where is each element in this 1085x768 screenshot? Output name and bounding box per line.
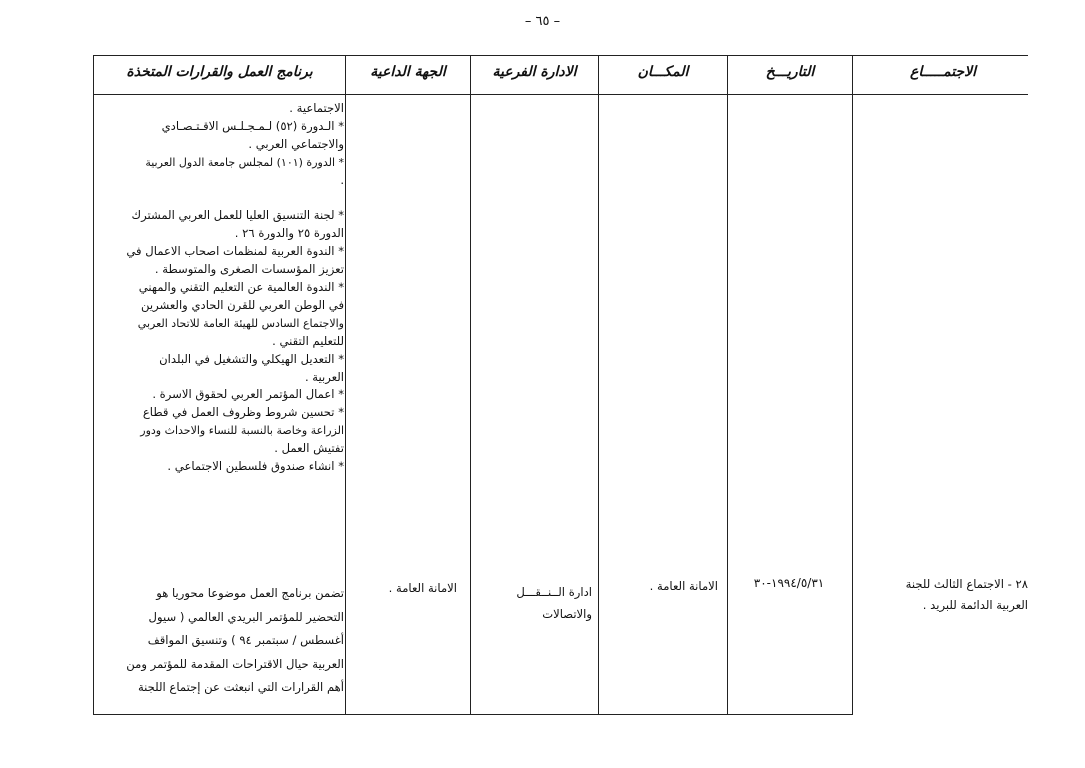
- program-item: الدورة ٢٥ والدورة ٢٦ .: [234, 226, 344, 241]
- inviting-party-cell: الامانة العامة .: [388, 581, 457, 595]
- program-item: * انشاء صندوق فلسطين الاجتماعي .: [167, 459, 344, 474]
- program-paragraph-line: التحضير للمؤتمر البريدي العالمي ( سيول: [148, 609, 344, 624]
- header-meeting: الاجتمـــــاع: [910, 64, 976, 80]
- program-paragraph: [97, 582, 344, 700]
- header-date: التاريـــخ: [765, 64, 815, 80]
- header-department: الادارة الفرعية: [492, 64, 577, 80]
- table-top-border: [93, 55, 1028, 56]
- program-item: [97, 190, 344, 208]
- program-item: * تحسين شروط وظروف العمل في قطاع: [142, 405, 344, 420]
- program-item: * التعديل الهيكلي والتشغيل في البلدان: [159, 351, 344, 366]
- program-item: * الدورة (١٠١) لمجلس جامعة الدول العربية: [145, 155, 344, 169]
- program-item: تفتيش العمل .: [274, 441, 344, 456]
- program-paragraph-line: تضمن برنامج العمل موضوعا محوريا هو: [156, 586, 344, 600]
- meeting-line: العربية الدائمة للبريد .: [922, 598, 1028, 612]
- program-item: * الندوة العربية لمنظمات اصحاب الاعمال في: [126, 244, 344, 259]
- program-item: الزراعة وخاصة بالنسبة للنساء والاحداث ودور: [140, 424, 344, 438]
- department-cell: [475, 581, 592, 625]
- column-divider: [470, 55, 471, 715]
- page-number: – ٦٥ –: [524, 14, 561, 29]
- date-cell: ١٩٩٤/٥/٣١-٣٠: [753, 576, 825, 590]
- place-cell: الامانة العامة .: [649, 579, 718, 593]
- program-item: * لجنة التنسيق العليا للعمل العربي المشترك: [131, 208, 344, 223]
- program-item: تعزيز المؤسسات الصغرى والمتوسطة .: [154, 262, 344, 277]
- program-item: * اعمال المؤتمر العربي لحقوق الاسرة .: [152, 387, 344, 402]
- department-line: والاتصالات: [542, 607, 592, 621]
- program-paragraph-line: أهم القرارات التي انبعثت عن إجتماع اللجنة: [137, 680, 344, 695]
- department-line: ادارة الــنــقـــل: [516, 585, 592, 599]
- program-item: الاجتماعية .: [289, 101, 344, 115]
- program-paragraph-line: العربية حيال الاقتراحات المقدمة للمؤتمر ومن: [126, 656, 344, 671]
- column-divider: [727, 55, 728, 715]
- table-bottom-border: [93, 714, 852, 715]
- program-item: في الوطن العربي للقرن الحادي والعشرين: [141, 297, 344, 312]
- header-place: المكـــان: [637, 64, 689, 80]
- program-item: * الندوة العالمية عن التعليم التقني والمهني: [138, 280, 344, 295]
- meeting-cell: [856, 574, 1028, 616]
- header-program: برنامج العمل والقرارات المتخذة: [126, 64, 313, 80]
- table-header-divider: [93, 94, 1028, 95]
- program-item: العربية .: [304, 369, 344, 384]
- table-left-border: [93, 55, 94, 715]
- program-item: * الـدورة (٥٢) لـمـجـلـس الاقـتـصـادي: [161, 118, 344, 133]
- program-items: [97, 100, 344, 476]
- column-divider: [852, 55, 853, 715]
- program-item: .: [340, 172, 344, 187]
- program-item: للتعليم التقني .: [272, 333, 344, 348]
- program-item: والاجتماع السادس للهيئة العامة للاتحاد العربي: [137, 316, 344, 330]
- program-item: والاجتماعي العربي .: [248, 136, 344, 151]
- column-divider: [345, 55, 346, 715]
- header-inviting-party: الجهة الداعية: [370, 64, 446, 80]
- program-paragraph-line: أغسطس / سبتمبر ٩٤ ) وتنسيق المواقف: [147, 633, 344, 648]
- meeting-line: ٢٨ - الاجتماع الثالث للجنة: [905, 577, 1028, 591]
- column-divider: [598, 55, 599, 715]
